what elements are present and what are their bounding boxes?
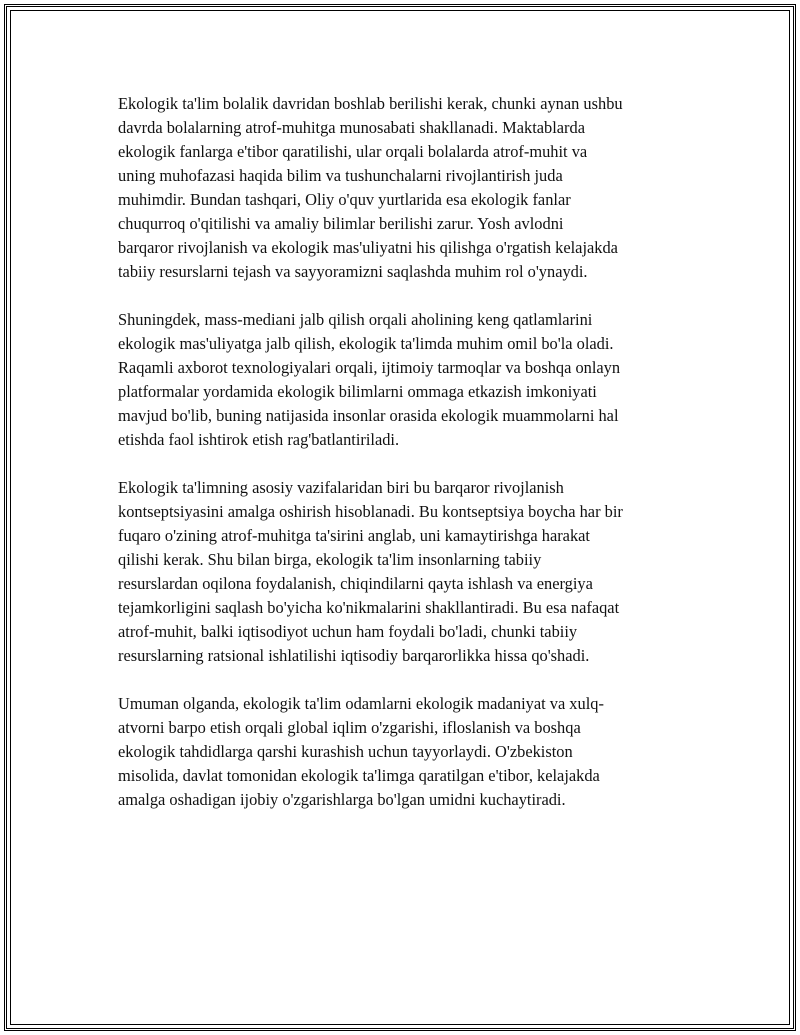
text-line: ekologik mas'uliyatga jalb qilish, ekologik ta'limda muhim omil bo'la oladi. (118, 334, 614, 353)
text-line: atrof-muhit, balki iqtisodiyot uchun ham foydali bo'ladi, chunki tabiiy (118, 622, 578, 641)
text-line: barqaror rivojlanish va ekologik mas'uliyatni his qilishga o'rgatish kelajakda (118, 238, 618, 257)
text-line: tejamkorligini saqlash bo'yicha ko'nikmalarini shakllantiradi. Bu esa nafaqat (118, 598, 620, 617)
text-line: ekologik fanlarga e'tibor qaratilishi, ular orqali bolalarda atrof-muhit va (118, 142, 588, 161)
text-line: amalga oshadigan ijobiy o'zgarishlarga bo'lgan umidni kuchaytiradi. (118, 790, 566, 809)
text-line: davrda bolalarning atrof-muhitga munosabati shakllanadi. Maktablarda (118, 118, 585, 137)
text-line: uning muhofazasi haqida bilim va tushunchalarni rivojlantirish juda (118, 166, 563, 185)
text-line: platformalar yordamida ekologik bilimlarni ommaga etkazish imkoniyati (118, 382, 597, 401)
text-line: fuqaro o'zining atrof-muhitga ta'sirini anglab, uni kamaytirishga harakat (118, 526, 590, 545)
paragraph-3 (118, 476, 698, 668)
text-line: Ekologik ta'lim bolalik davridan boshlab berilishi kerak, chunki aynan ushbu (118, 94, 623, 113)
text-line: misolida, davlat tomonidan ekologik ta'limga qaratilgan e'tibor, kelajakda (118, 766, 600, 785)
text-line: Shuningdek, mass-mediani jalb qilish orqali aholining keng qatlamlarini (118, 310, 593, 329)
text-line: tabiiy resurslarni tejash va sayyoramizni saqlashda muhim rol o'ynaydi. (118, 262, 588, 281)
text-line: qilishi kerak. Shu bilan birga, ekologik ta'lim insonlarning tabiiy (118, 550, 542, 569)
text-line: resurslardan oqilona foydalanish, chiqindilarni qayta ishlash va energiya (118, 574, 593, 593)
text-line: Ekologik ta'limning asosiy vazifalaridan biri bu barqaror rivojlanish (118, 478, 564, 497)
text-line: Raqamli axborot texnologiyalari orqali, ijtimoiy tarmoqlar va boshqa onlayn (118, 358, 621, 377)
text-line: ekologik tahdidlarga qarshi kurashish uchun tayyorlaydi. O'zbekiston (118, 742, 573, 761)
text-line: Umuman olganda, ekologik ta'lim odamlarni ekologik madaniyat va xulq- (118, 694, 604, 713)
text-line: chuqurroq o'qitilishi va amaliy bilimlar berilishi zarur. Yosh avlodni (118, 214, 564, 233)
text-line: kontseptsiyasini amalga oshirish hisoblanadi. Bu kontseptsiya boycha har bir (118, 502, 623, 521)
paragraph-1 (118, 92, 698, 284)
paragraph-2 (118, 308, 698, 452)
text-line: mavjud bo'lib, buning natijasida insonlar orasida ekologik muammolarni hal (118, 406, 619, 425)
text-line: muhimdir. Bundan tashqari, Oliy o'quv yurtlarida esa ekologik fanlar (118, 190, 571, 209)
document-body (118, 92, 698, 836)
text-line: etishda faol ishtirok etish rag'batlantiriladi. (118, 430, 400, 449)
text-line: atvorni barpo etish orqali global iqlim o'zgarishi, ifloslanish va boshqa (118, 718, 581, 737)
text-line: resurslarning ratsional ishlatilishi iqtisodiy barqarorlikka hissa qo'shadi. (118, 646, 590, 665)
paragraph-4 (118, 692, 698, 812)
